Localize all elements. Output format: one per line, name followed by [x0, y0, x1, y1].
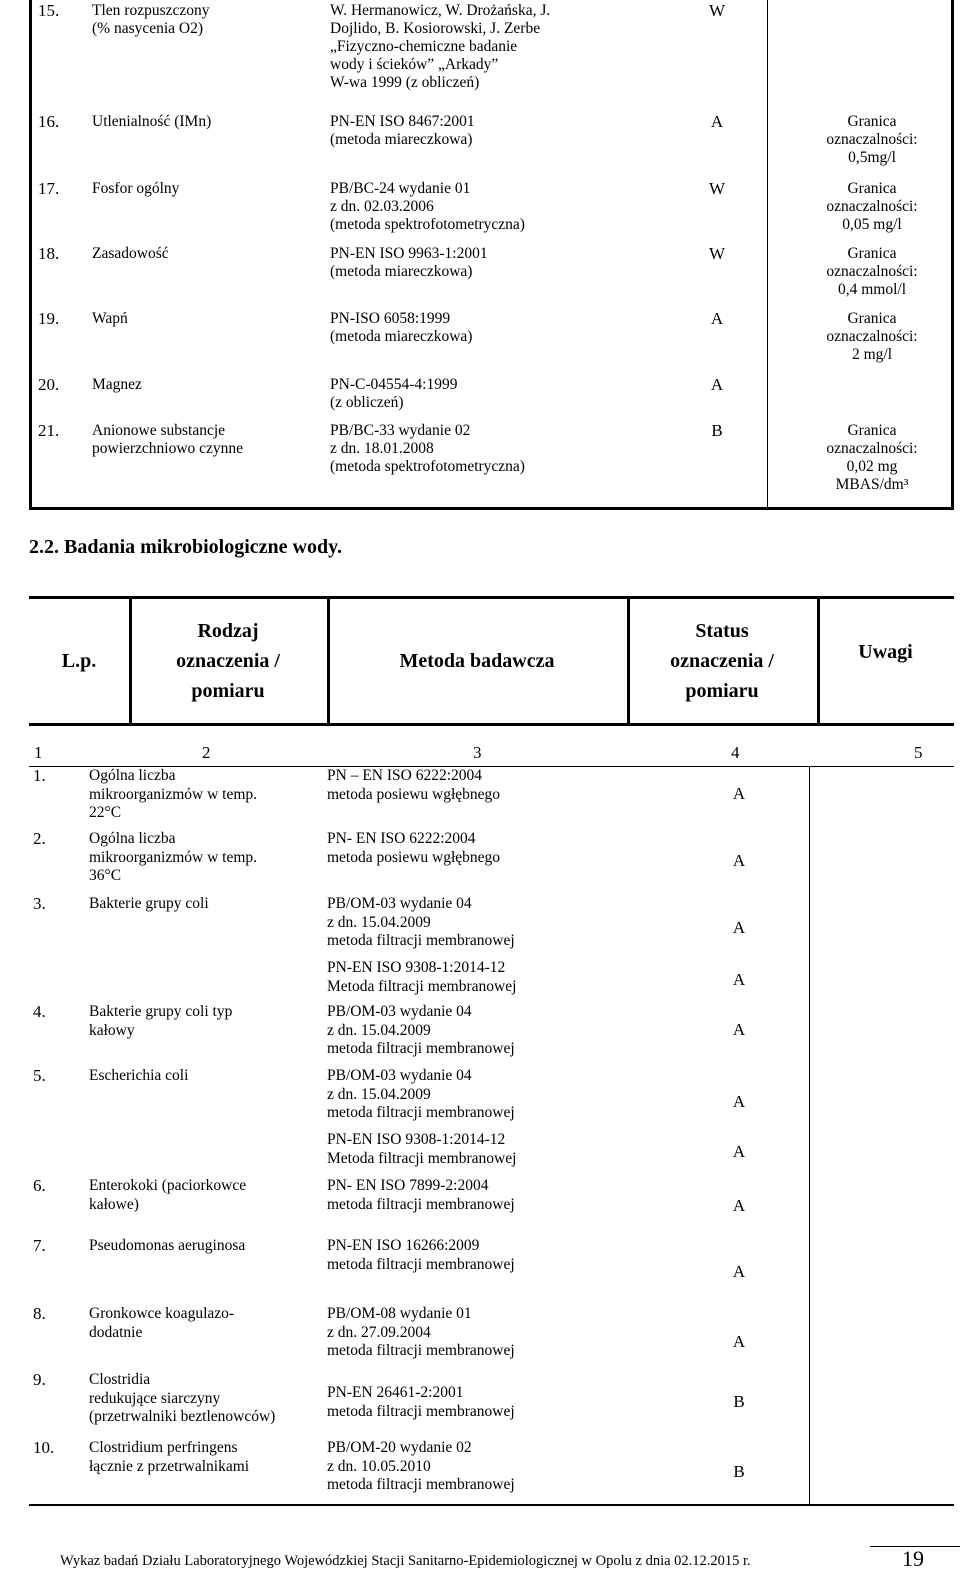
parameter-name: Ogólna liczba mikroorganizmów w temp. 36°C: [89, 830, 258, 884]
remarks: Granica oznaczalności: 0,5mg/l: [826, 113, 918, 166]
status-code: A: [710, 375, 724, 394]
header-metoda: Metoda badawcza: [399, 650, 555, 672]
row-number: 20.: [38, 375, 60, 394]
parameter-name: Bakterie grupy coli: [89, 895, 209, 912]
test-method: PB/BC-24 wydanie 01 z dn. 02.03.2006 (metoda spektrofotometryczna): [330, 180, 525, 233]
test-method: PN-EN ISO 8467:2001 (metoda miareczkowa): [330, 113, 475, 148]
microbiology-table: [29, 766, 954, 1506]
test-method: PB/OM-03 wydanie 04 z dn. 15.04.2009 metoda filtracji membranowej: [327, 895, 515, 949]
status-code: W: [708, 1, 726, 20]
column-number: 3: [473, 743, 482, 762]
status-code: A: [732, 784, 746, 803]
test-method: PN-C-04554-4:1999 (z obliczeń): [330, 376, 458, 411]
status-code: A: [732, 1332, 746, 1351]
footer-text: Wykaz badań Działu Laboratoryjnego Wojewódzkiej Stacji Sanitarno-Epidemiologicznej w Opolu z dnia 02.12.2015 r.: [60, 1553, 751, 1569]
parameter-name: Clostridium perfringens łącznie z przetrwalnikami: [89, 1439, 250, 1475]
row-number: 5.: [33, 1066, 46, 1085]
parameter-name: Utlenialność (IMn): [92, 113, 212, 130]
test-method: W. Hermanowicz, W. Drożańska, J. Dojlido, B. Kosiorowski, J. Zerbe „Fizyczno-chemiczne badanie wody i ścieków” „Arkady” W-wa 1999 (z obliczeń): [330, 2, 551, 91]
status-code: A: [732, 1092, 746, 1111]
remarks: Granica oznaczalności: 2 mg/l: [826, 310, 918, 363]
test-method: PB/BC-33 wydanie 02 z dn. 18.01.2008 (metoda spektrofotometryczna): [330, 422, 525, 475]
parameter-name: Enterokoki (paciorkowce kałowe): [89, 1177, 247, 1213]
column-divider: [809, 767, 810, 1504]
parameter-name: Gronkowce koagulazo- dodatnie: [89, 1305, 235, 1341]
column-divider: [767, 0, 768, 507]
header-lp: L.p.: [61, 650, 97, 672]
row-number: 8.: [33, 1304, 46, 1323]
status-code: A: [732, 970, 746, 989]
test-method: PN-EN ISO 9963-1:2001 (metoda miareczkowa): [330, 245, 488, 280]
test-method: PN- EN ISO 7899-2:2004 metoda filtracji membranowej: [327, 1177, 515, 1213]
test-method: PN-ISO 6058:1999 (metoda miareczkowa): [330, 310, 473, 345]
section-heading: 2.2. Badania mikrobiologiczne wody.: [29, 536, 343, 558]
test-method: PN-EN ISO 9308-1:2014-12 Metoda filtracji membranowej: [327, 959, 517, 995]
status-code: W: [708, 179, 726, 198]
row-number: 17.: [38, 179, 60, 198]
parameter-name: Clostridia redukujące siarczyny (przetrwalniki beztlenowców): [89, 1371, 276, 1425]
column-number: 4: [731, 743, 740, 762]
status-code: A: [732, 1142, 746, 1161]
row-number: 7.: [33, 1236, 46, 1255]
test-method: PN – EN ISO 6222:2004 metoda posiewu wgłębnego: [327, 767, 501, 803]
remarks: Granica oznaczalności: 0,4 mmol/l: [826, 245, 918, 298]
row-number: 18.: [38, 244, 60, 263]
status-code: A: [710, 112, 724, 131]
row-number: 19.: [38, 309, 60, 328]
page-number: 19: [902, 1546, 924, 1571]
status-code: B: [711, 421, 723, 440]
status-code: A: [732, 918, 746, 937]
test-method: PB/OM-03 wydanie 04 z dn. 15.04.2009 metoda filtracji membranowej: [327, 1003, 515, 1057]
column-number: 5: [914, 743, 923, 762]
test-method: PB/OM-03 wydanie 04 z dn. 15.04.2009 metoda filtracji membranowej: [327, 1067, 515, 1121]
row-number: 21.: [38, 421, 60, 440]
row-number: 16.: [38, 112, 60, 131]
measurements-table-top: [29, 0, 954, 510]
parameter-name: Magnez: [92, 376, 142, 393]
status-code: W: [708, 244, 726, 263]
parameter-name: Wapń: [92, 310, 128, 327]
parameter-name: Ogólna liczba mikroorganizmów w temp. 22°C: [89, 767, 258, 821]
parameter-name: Anionowe substancje powierzchniowo czynne: [92, 422, 244, 457]
status-code: B: [733, 1462, 745, 1481]
remarks: Granica oznaczalności: 0,05 mg/l: [826, 180, 918, 233]
test-method: PN-EN 26461-2:2001 metoda filtracji membranowej: [327, 1384, 515, 1420]
parameter-name: Zasadowość: [92, 245, 169, 262]
remarks: Granica oznaczalności: 0,02 mg MBAS/dm³: [826, 422, 918, 493]
status-code: A: [732, 851, 746, 870]
status-code: A: [732, 1196, 746, 1215]
header-rodzaj: Rodzaj oznaczenia / pomiaru: [176, 620, 280, 702]
row-number: 1.: [33, 766, 46, 785]
table-header: [29, 596, 954, 726]
column-number: 1: [34, 743, 43, 762]
status-code: B: [733, 1392, 745, 1411]
parameter-name: Bakterie grupy coli typ kałowy: [89, 1003, 233, 1039]
test-method: PB/OM-20 wydanie 02 z dn. 10.05.2010 metoda filtracji membranowej: [327, 1439, 515, 1493]
status-code: A: [732, 1262, 746, 1281]
test-method: PN- EN ISO 6222:2004 metoda posiewu wgłębnego: [327, 830, 501, 866]
header-status: Status oznaczenia / pomiaru: [670, 620, 774, 702]
row-number: 4.: [33, 1002, 46, 1021]
status-code: A: [710, 309, 724, 328]
column-numbers: [29, 743, 954, 767]
row-number: 10.: [33, 1438, 55, 1457]
parameter-name: Escherichia coli: [89, 1067, 189, 1084]
test-method: PN-EN ISO 16266:2009 metoda filtracji membranowej: [327, 1237, 515, 1273]
row-number: 9.: [33, 1370, 46, 1389]
parameter-name: Pseudomonas aeruginosa: [89, 1237, 246, 1254]
header-uwagi: Uwagi: [858, 641, 913, 663]
test-method: PN-EN ISO 9308-1:2014-12 Metoda filtracji membranowej: [327, 1131, 517, 1167]
parameter-name: Fosfor ogólny: [92, 180, 180, 197]
parameter-name: Tlen rozpuszczony (% nasycenia O2): [92, 2, 210, 37]
row-number: 15.: [38, 1, 60, 20]
row-number: 3.: [33, 894, 46, 913]
column-number: 2: [202, 743, 211, 762]
status-code: A: [732, 1020, 746, 1039]
test-method: PB/OM-08 wydanie 01 z dn. 27.09.2004 metoda filtracji membranowej: [327, 1305, 515, 1359]
row-number: 6.: [33, 1176, 46, 1195]
row-number: 2.: [33, 829, 46, 848]
